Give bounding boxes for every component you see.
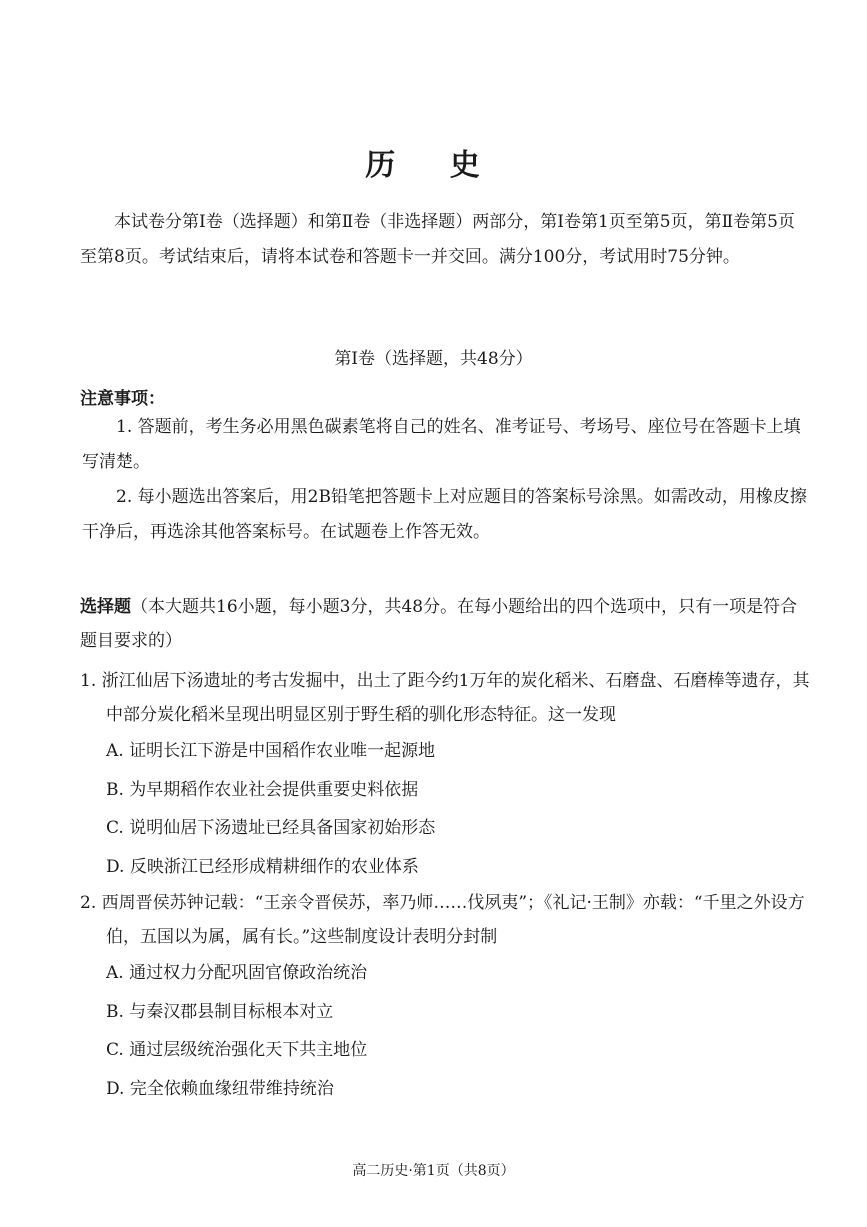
page-title: 历 史	[365, 148, 502, 183]
notice-item: 1. 答题前，考生务必用黑色碳素笔将自己的姓名、准考证号、考场号、座位号在答题卡上填写清楚。	[82, 417, 801, 472]
mcq-description: （本大题共16小题，每小题3分，共48分。在每小题给出的四个选项中，只有一项是符合题目要求的）	[80, 597, 798, 651]
option-a: A. 证明长江下游是中国稻作农业唯一起源地	[106, 741, 436, 761]
option-a: A. 通过权力分配巩固官僚政治统治	[106, 963, 368, 983]
notice-item: 2. 每小题选出答案后，用2B铅笔把答题卡上对应题目的答案标号涂黑。如需改动，用橡皮擦干净后，再选涂其他答案标号。在试题卷上作答无效。	[82, 487, 807, 542]
question-1	[80, 664, 812, 886]
section-heading: 第Ⅰ卷（选择题，共48分）	[334, 349, 533, 369]
question-stem: 2. 西周晋侯苏钟记载：“王亲令晋侯苏，率乃师……伐夙夷”；《礼记·王制》亦载：“千里之外设方伯，五国以为属，属有长。”这些制度设计表明分封制	[80, 893, 805, 947]
option-b: B. 与秦汉郡县制目标根本对立	[106, 1001, 334, 1022]
option-c: C. 通过层级统治强化天下共主地位	[106, 1040, 368, 1060]
notice-title: 注意事项：	[80, 389, 165, 409]
mcq-section-heading	[80, 590, 810, 658]
page-footer: 高二历史·第1页（共8页）	[352, 1163, 515, 1179]
option-d: D. 完全依赖血缘纽带维持统治	[106, 1078, 334, 1099]
question-2	[80, 886, 812, 1108]
question-list	[80, 664, 812, 1108]
option-c: C. 说明仙居下汤遗址已经具备国家初始形态	[106, 818, 436, 838]
exam-instructions: 本试卷分第Ⅰ卷（选择题）和第Ⅱ卷（非选择题）两部分，第Ⅰ卷第1页至第5页，第Ⅱ卷第5页至第8页。考试结束后，请将本试卷和答题卡一并交回。满分100分，考试用时75分钟。	[80, 212, 795, 267]
option-b: B. 为早期稻作农业社会提供重要史料依据	[106, 779, 419, 800]
question-stem: 1. 浙江仙居下汤遗址的考古发掘中，出土了距今约1万年的炭化稻米、石磨盘、石磨棒等遗存，其中部分炭化稻米呈现出明显区别于野生稻的驯化形态特征。这一发现	[80, 671, 810, 725]
mcq-label: 选择题	[80, 597, 131, 617]
notice-list	[82, 410, 810, 550]
option-d: D. 反映浙江已经形成精耕细作的农业体系	[106, 856, 419, 877]
